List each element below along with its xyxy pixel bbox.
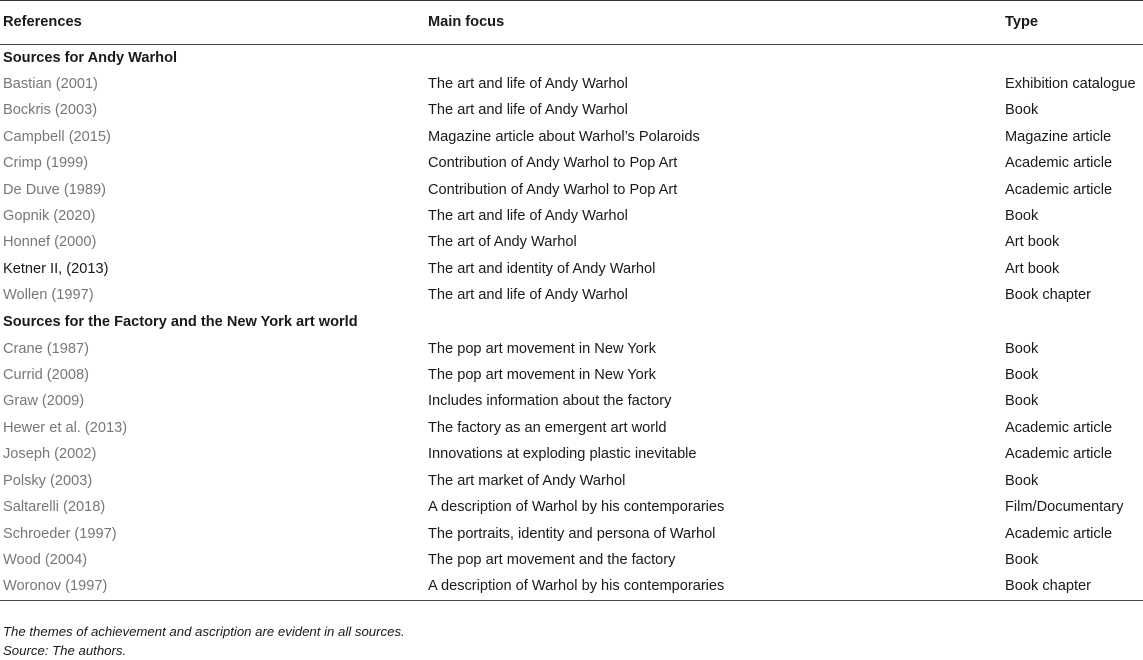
type-cell: Exhibition catalogue [1005, 76, 1136, 92]
main-focus-cell: Magazine article about Warhol’s Polaroids [428, 128, 700, 145]
reference-cell: Gopnik (2020) [3, 208, 96, 225]
reference-cell: Campbell (2015) [3, 128, 111, 145]
type-cell: Academic article [1005, 155, 1113, 172]
type-cell: Academic article [1005, 525, 1113, 542]
main-focus-cell: The art and life of Andy Warhol [428, 208, 628, 225]
section-title: Sources for the Factory and the New York art world [3, 313, 358, 330]
header-type: Type [1005, 14, 1038, 30]
reference-cell: Bastian (2001) [3, 76, 98, 92]
main-focus-cell: The art of Andy Warhol [428, 234, 577, 251]
reference-cell: Honnef (2000) [3, 234, 97, 251]
table-row [0, 150, 1143, 176]
reference-cell: Schroeder (1997) [3, 525, 117, 542]
reference-cell: Crane (1987) [3, 340, 89, 357]
section-header-row [0, 309, 1143, 336]
main-focus-cell: The factory as an emergent art world [428, 419, 667, 436]
table-row [0, 415, 1143, 441]
table-row [0, 573, 1143, 600]
header-main-focus: Main focus [428, 14, 505, 30]
table-row [0, 256, 1143, 282]
table-row [0, 177, 1143, 203]
section-title: Sources for Andy Warhol [3, 50, 178, 66]
main-focus-cell: The art market of Andy Warhol [428, 472, 626, 489]
table-row [0, 282, 1143, 308]
reference-cell: Currid (2008) [3, 367, 89, 384]
table-header-row [0, 1, 1143, 45]
reference-cell: Ketner II, (2013) [3, 260, 109, 277]
reference-cell: Graw (2009) [3, 393, 85, 410]
reference-cell: Saltarelli (2018) [3, 499, 106, 516]
main-focus-cell: Includes information about the factory [428, 393, 672, 410]
main-focus-cell: The pop art movement and the factory [428, 551, 676, 568]
reference-cell: Wollen (1997) [3, 287, 94, 304]
reference-cell: Wood (2004) [3, 551, 88, 568]
reference-cell: Woronov (1997) [3, 578, 108, 595]
main-focus-cell: The portraits, identity and persona of Warhol [428, 525, 716, 542]
type-cell: Book chapter [1005, 578, 1091, 595]
table-row [0, 124, 1143, 150]
table-row [0, 336, 1143, 362]
table-row [0, 521, 1143, 547]
footnote-source: Source: The authors. [3, 643, 127, 658]
table-row [0, 203, 1143, 229]
reference-cell: Polsky (2003) [3, 472, 93, 489]
main-focus-cell: Contribution of Andy Warhol to Pop Art [428, 181, 678, 198]
main-focus-cell: Innovations at exploding plastic inevitable [428, 446, 697, 463]
reference-cell: Bockris (2003) [3, 102, 98, 119]
table-row [0, 441, 1143, 467]
table-row [0, 468, 1143, 494]
table-row [0, 388, 1143, 414]
main-focus-cell: The art and life of Andy Warhol [428, 287, 628, 304]
main-focus-cell: The pop art movement in New York [428, 367, 656, 384]
section-header-row [0, 45, 1143, 72]
main-focus-cell: A description of Warhol by his contemporaries [428, 499, 725, 516]
type-cell: Book [1005, 367, 1039, 384]
type-cell: Book [1005, 102, 1039, 119]
type-cell: Art book [1005, 260, 1060, 277]
table-row [0, 229, 1143, 255]
type-cell: Book [1005, 208, 1039, 225]
type-cell: Academic article [1005, 446, 1113, 463]
type-cell: Book chapter [1005, 287, 1091, 304]
main-focus-cell: The pop art movement in New York [428, 340, 656, 357]
type-cell: Magazine article [1005, 128, 1112, 145]
reference-cell: De Duve (1989) [3, 181, 107, 198]
main-focus-cell: Contribution of Andy Warhol to Pop Art [428, 155, 678, 172]
type-cell: Art book [1005, 234, 1060, 251]
type-cell: Book [1005, 393, 1039, 410]
reference-cell: Crimp (1999) [3, 155, 89, 172]
table-row [0, 362, 1143, 388]
type-cell: Book [1005, 340, 1039, 357]
main-focus-cell: The art and life of Andy Warhol [428, 102, 628, 119]
type-cell: Book [1005, 472, 1039, 489]
main-focus-cell: The art and identity of Andy Warhol [428, 260, 656, 277]
main-focus-cell: A description of Warhol by his contemporaries [428, 578, 725, 595]
table-row [0, 71, 1143, 97]
reference-cell: Joseph (2002) [3, 446, 97, 463]
type-cell: Academic article [1005, 181, 1113, 198]
table-body [0, 45, 1143, 601]
reference-cell: Hewer et al. (2013) [3, 419, 128, 436]
type-cell: Academic article [1005, 419, 1113, 436]
table-footnotes [3, 622, 405, 660]
table-row [0, 97, 1143, 123]
main-focus-cell: The art and life of Andy Warhol [428, 76, 628, 92]
table-row [0, 547, 1143, 573]
footnote-themes: The themes of achievement and ascription are evident in all sources. [3, 624, 405, 639]
header-references: References [3, 14, 82, 30]
type-cell: Book [1005, 551, 1039, 568]
type-cell: Film/Documentary [1005, 499, 1124, 516]
table-row [0, 494, 1143, 520]
